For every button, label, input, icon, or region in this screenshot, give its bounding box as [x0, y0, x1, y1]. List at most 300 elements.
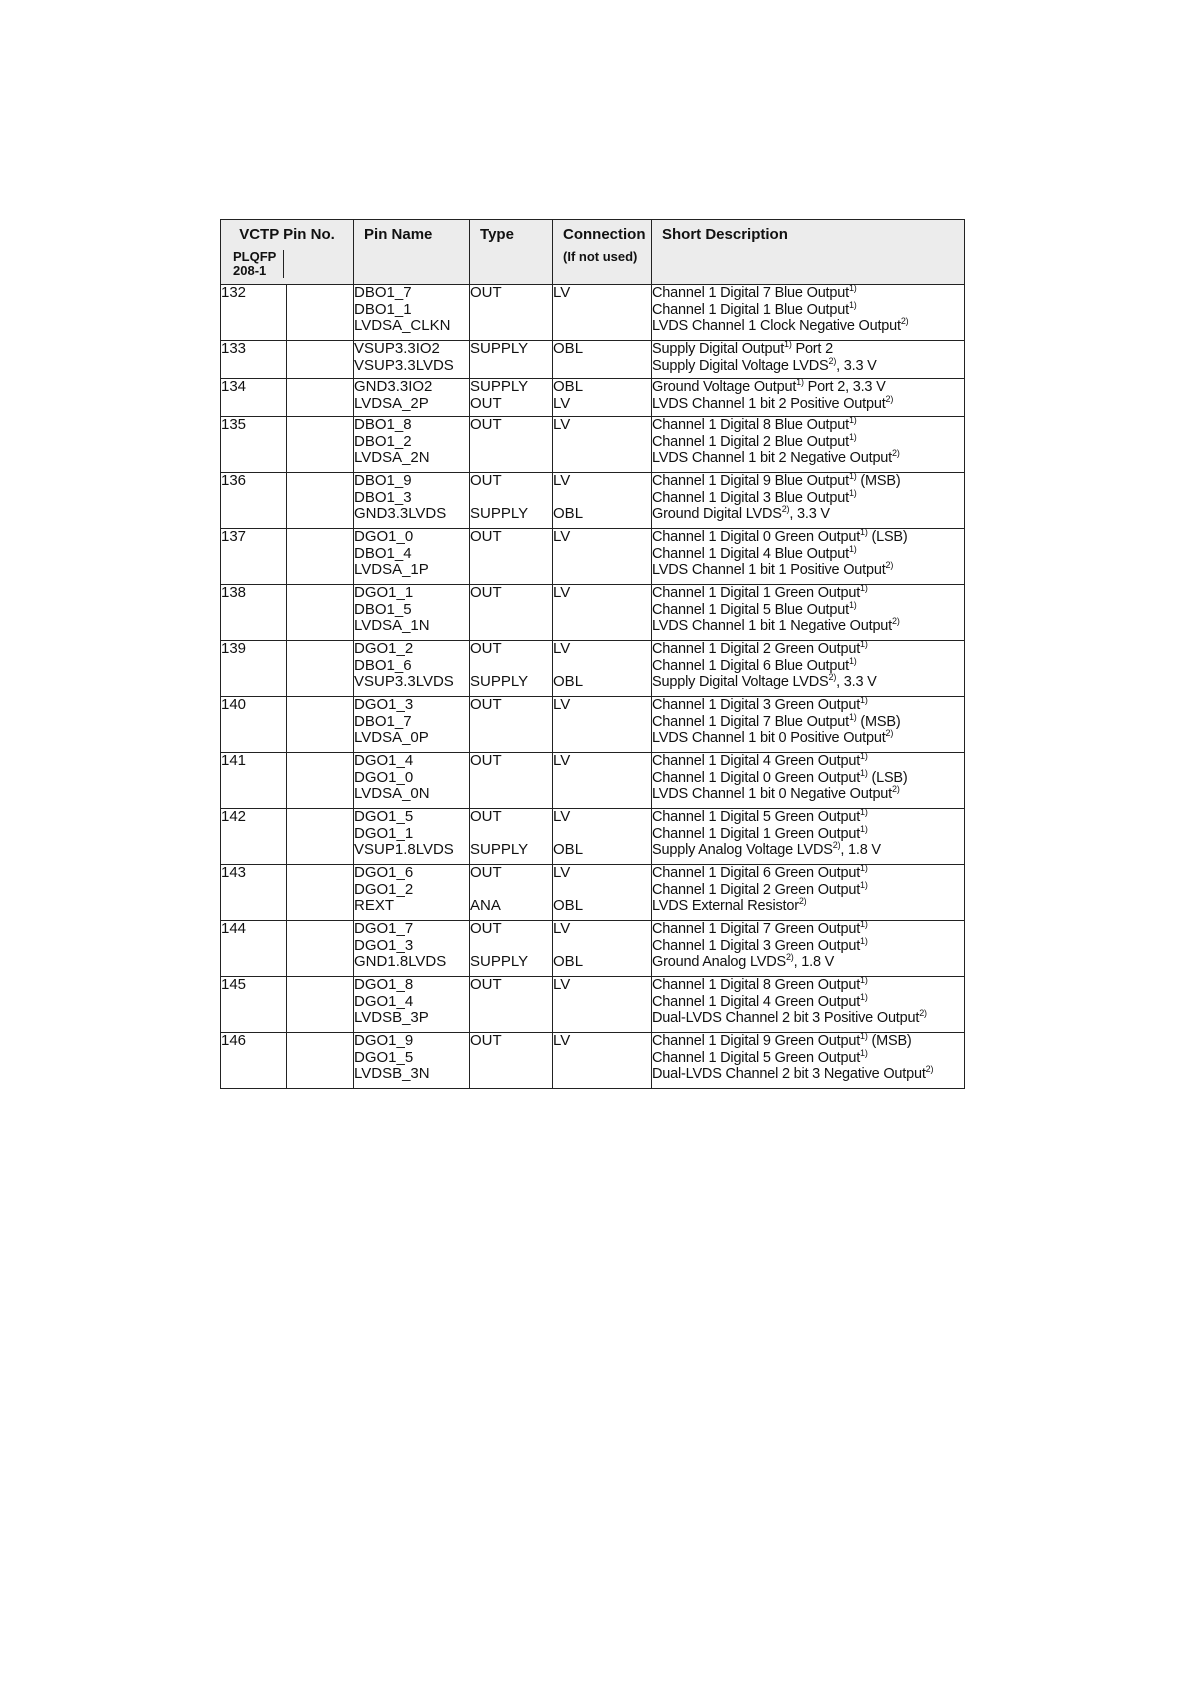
pin-type: SUPPLY	[470, 340, 529, 357]
pin-name-cell	[354, 697, 470, 753]
description-text: Channel 1 Digital 0 Green Output	[652, 769, 861, 786]
header-type-label: Type	[480, 226, 514, 243]
footnote-ref: 1)	[860, 919, 868, 929]
package-pin-cell	[287, 585, 354, 641]
table-row	[221, 585, 965, 641]
pin-type	[470, 938, 552, 955]
pin-type	[470, 302, 552, 319]
pin-type	[470, 770, 552, 787]
pin-number: 136	[221, 472, 247, 489]
pin-name-cell	[354, 977, 470, 1033]
footnote-ref: 1)	[860, 527, 868, 537]
description-text: Channel 1 Digital 3 Green Output	[652, 937, 861, 954]
connection: LV	[553, 528, 571, 545]
pin-name: DGO1_3	[354, 936, 414, 954]
footnote-ref: 1)	[848, 415, 857, 425]
package-pin-cell	[287, 697, 354, 753]
connection	[553, 1050, 651, 1067]
description-text: Channel 1 Digital 1 Green Output	[652, 585, 861, 601]
description-line	[652, 341, 964, 358]
footnote-ref: 1)	[860, 863, 868, 873]
header-vctp-pin-no	[221, 220, 354, 285]
pin-type	[470, 826, 552, 843]
pin-name: DGO1_3	[354, 696, 414, 713]
description-line	[652, 865, 964, 882]
header-type	[470, 220, 553, 285]
description-text: Channel 1 Digital 9 Green Output	[652, 1033, 861, 1049]
pin-type: OUT	[470, 584, 502, 601]
package-pin-cell	[287, 977, 354, 1033]
header-pin-name	[354, 220, 470, 285]
description-line	[652, 842, 964, 859]
footnote-ref: 1)	[848, 599, 857, 610]
package-pin-cell	[287, 379, 354, 417]
description-suffix: (LSB)	[867, 769, 908, 786]
pin-type: OUT	[470, 640, 502, 657]
connection-cell	[553, 379, 652, 417]
header-pin-name-label: Pin Name	[364, 226, 433, 243]
description-line	[652, 1010, 964, 1027]
pin-type	[470, 318, 552, 335]
description-text: Channel 1 Digital 9 Blue Output	[652, 473, 849, 489]
description-line	[652, 529, 964, 546]
pin-type	[470, 882, 552, 899]
pin-number: 140	[221, 696, 247, 713]
description-line	[652, 879, 964, 899]
description-text: LVDS External Resistor	[652, 898, 799, 914]
description-text: Channel 1 Digital 3 Green Output	[652, 697, 861, 713]
package-pin-cell	[287, 1033, 354, 1089]
pin-type	[470, 1010, 552, 1027]
pin-name: VSUP3.3IO2	[354, 340, 440, 357]
description-text: Channel 1 Digital 4 Green Output	[652, 993, 861, 1010]
connection: LV	[553, 584, 571, 601]
pin-name-cell	[354, 341, 470, 379]
pin-number-cell	[221, 921, 287, 977]
package-pin-cell	[287, 285, 354, 341]
connection: LV	[553, 394, 571, 412]
pin-name: DBO1_1	[354, 300, 412, 318]
footnote-ref: 1)	[860, 879, 868, 890]
description-line	[652, 379, 964, 396]
footnote-ref: 1)	[860, 583, 868, 593]
description-text: Supply Analog Voltage LVDS	[652, 842, 833, 858]
pin-type	[470, 658, 552, 675]
pin-name-cell	[354, 379, 470, 417]
pin-type-cell	[470, 753, 553, 809]
description-text: Channel 1 Digital 8 Blue Output	[652, 417, 849, 433]
pin-name: DBO1_2	[354, 432, 412, 450]
pin-type: OUT	[470, 976, 502, 993]
pin-number-cell	[221, 417, 287, 473]
description-text: Channel 1 Digital 1 Blue Output	[652, 301, 849, 318]
pin-number-cell	[221, 285, 287, 341]
pin-type-cell	[470, 285, 553, 341]
description-line	[652, 599, 964, 619]
description-line	[652, 809, 964, 826]
footnote-ref: 1)	[848, 655, 857, 666]
header-connection-label: Connection	[563, 226, 646, 243]
connection-cell	[553, 285, 652, 341]
description-line	[652, 299, 964, 319]
connection-cell	[553, 809, 652, 865]
footnote-ref: 1)	[860, 639, 868, 649]
pin-name: DGO1_2	[354, 880, 414, 898]
description-text: LVDS Channel 1 bit 2 Positive Output	[652, 395, 886, 412]
description-text: Channel 1 Digital 2 Green Output	[652, 881, 861, 898]
description-line	[652, 898, 964, 915]
pin-name-cell	[354, 1033, 470, 1089]
description-line	[652, 954, 964, 971]
connection	[553, 618, 651, 635]
short-description-cell	[652, 697, 965, 753]
pin-name-cell	[354, 753, 470, 809]
connection: LV	[553, 284, 571, 301]
description-text: Channel 1 Digital 1 Green Output	[652, 825, 861, 842]
pin-name-cell	[354, 285, 470, 341]
connection	[553, 434, 651, 451]
table-row	[221, 285, 965, 341]
connection: OBL	[553, 897, 584, 914]
short-description-cell	[652, 977, 965, 1033]
description-line	[652, 473, 964, 490]
description-line	[652, 823, 964, 843]
pin-number-cell	[221, 379, 287, 417]
pin-type-cell	[470, 641, 553, 697]
pin-name: LVDSA_0N	[354, 785, 430, 802]
footnote-ref: 1)	[848, 471, 857, 481]
footnote-ref: 2)	[828, 672, 837, 682]
description-line	[652, 393, 964, 413]
table-row	[221, 921, 965, 977]
description-text: Ground Digital LVDS	[652, 506, 782, 522]
connection	[553, 450, 651, 467]
pin-name-cell	[354, 865, 470, 921]
description-line	[652, 730, 964, 747]
pin-type: OUT	[470, 808, 502, 825]
short-description-cell	[652, 529, 965, 585]
description-text: Channel 1 Digital 3 Blue Output	[652, 489, 849, 506]
pin-name: DGO1_6	[354, 864, 414, 881]
connection	[553, 562, 651, 579]
footnote-ref: 1)	[784, 339, 792, 349]
footnote-ref: 1)	[860, 935, 868, 946]
short-description-cell	[652, 341, 965, 379]
pin-type	[470, 786, 552, 803]
header-short-description-label: Short Description	[662, 226, 788, 243]
pin-name: VSUP3.3LVDS	[354, 356, 454, 374]
pin-number-cell	[221, 473, 287, 529]
pin-type-cell	[470, 809, 553, 865]
connection: OBL	[553, 953, 584, 970]
description-line	[652, 1033, 964, 1050]
pin-name: DGO1_5	[354, 1048, 414, 1066]
footnote-ref: 2)	[919, 1008, 927, 1018]
pin-description-table	[220, 219, 965, 1089]
pin-name: GND1.8LVDS	[354, 953, 447, 970]
connection: LV	[553, 640, 571, 657]
table-body	[221, 285, 965, 1089]
pin-name-cell	[354, 809, 470, 865]
description-text: LVDS Channel 1 bit 1 Negative Output	[652, 618, 893, 634]
description-line	[652, 697, 964, 714]
pin-number: 133	[221, 340, 247, 357]
pin-name: LVDSA_CLKN	[354, 317, 451, 334]
description-text: Channel 1 Digital 8 Green Output	[652, 977, 861, 993]
footnote-ref: 1)	[860, 1031, 868, 1041]
pin-number: 143	[221, 864, 247, 881]
pin-name: DGO1_4	[354, 992, 414, 1010]
pin-name: DGO1_0	[354, 768, 414, 786]
pin-number: 135	[221, 416, 247, 433]
description-line	[652, 618, 964, 635]
pin-name-cell	[354, 529, 470, 585]
pin-number-cell	[221, 753, 287, 809]
description-line	[652, 506, 964, 523]
description-text: Channel 1 Digital 4 Green Output	[652, 753, 861, 769]
table-row	[221, 417, 965, 473]
footnote-ref: 1)	[796, 377, 804, 387]
table-row	[221, 865, 965, 921]
description-text: Channel 1 Digital 0 Green Output	[652, 529, 861, 545]
connection	[553, 730, 651, 747]
description-text: LVDS Channel 1 bit 1 Positive Output	[652, 562, 886, 578]
pin-number: 134	[221, 378, 247, 395]
connection	[553, 786, 651, 803]
connection	[553, 826, 651, 843]
pin-number-cell	[221, 697, 287, 753]
pin-type-cell	[470, 977, 553, 1033]
header-connection-note: (If not used)	[563, 248, 638, 264]
header-short-description	[652, 220, 965, 285]
footnote-ref: 1)	[860, 823, 868, 834]
pin-type-cell	[470, 921, 553, 977]
description-line	[652, 991, 964, 1011]
short-description-cell	[652, 417, 965, 473]
footnote-ref: 1)	[848, 431, 857, 442]
connection: OBL	[553, 673, 584, 690]
description-line	[652, 450, 964, 467]
table-row	[221, 473, 965, 529]
pin-name: DGO1_2	[354, 640, 414, 657]
description-text: Channel 1 Digital 6 Blue Output	[652, 657, 849, 674]
short-description-cell	[652, 865, 965, 921]
pin-name: DGO1_0	[354, 528, 414, 545]
footnote-ref: 2)	[892, 784, 900, 794]
pin-number-cell	[221, 641, 287, 697]
short-description-cell	[652, 809, 965, 865]
connection: LV	[553, 920, 571, 937]
description-suffix: (MSB)	[867, 1033, 912, 1049]
pin-number-cell	[221, 809, 287, 865]
pin-type: SUPPLY	[470, 953, 529, 970]
table-row	[221, 529, 965, 585]
pin-number: 146	[221, 1032, 247, 1049]
pin-type-cell	[470, 865, 553, 921]
pin-number-cell	[221, 1033, 287, 1089]
pin-name-cell	[354, 473, 470, 529]
pin-type	[470, 490, 552, 507]
pin-type	[470, 562, 552, 579]
pin-type	[470, 618, 552, 635]
pin-number: 139	[221, 640, 247, 657]
connection-cell	[553, 585, 652, 641]
pin-type: OUT	[470, 696, 502, 713]
pin-type: OUT	[470, 1032, 502, 1049]
description-suffix: (LSB)	[867, 529, 908, 545]
connection: OBL	[553, 340, 584, 357]
description-text: Channel 1 Digital 5 Green Output	[652, 1049, 861, 1066]
pin-type: SUPPLY	[470, 378, 529, 395]
short-description-cell	[652, 379, 965, 417]
description-text: LVDS Channel 1 bit 0 Negative Output	[652, 786, 893, 802]
pin-type: OUT	[470, 864, 502, 881]
description-text: Channel 1 Digital 7 Green Output	[652, 921, 861, 937]
pin-type: OUT	[470, 394, 502, 412]
package-pin-cell	[287, 341, 354, 379]
pin-name: DGO1_1	[354, 824, 414, 842]
pin-type-cell	[470, 697, 553, 753]
description-line	[652, 1047, 964, 1067]
connection: LV	[553, 472, 571, 489]
connection	[553, 994, 651, 1011]
pin-name: DGO1_9	[354, 1032, 414, 1049]
description-line	[652, 318, 964, 335]
description-text: Supply Digital Output	[652, 341, 785, 357]
description-line	[652, 355, 964, 375]
pin-type-cell	[470, 1033, 553, 1089]
pin-type-cell	[470, 379, 553, 417]
description-line	[652, 543, 964, 563]
package-pin-cell	[287, 921, 354, 977]
pin-type: SUPPLY	[470, 505, 529, 522]
description-line	[652, 674, 964, 691]
footnote-ref: 1)	[860, 975, 868, 985]
connection: LV	[553, 808, 571, 825]
pin-name: GND3.3LVDS	[354, 505, 447, 522]
description-line	[652, 753, 964, 770]
table-row	[221, 809, 965, 865]
footnote-ref: 2)	[925, 1064, 934, 1074]
description-line	[652, 935, 964, 955]
pin-name: LVDSA_0P	[354, 729, 429, 746]
description-suffix: Port 2, 3.3 V	[803, 379, 886, 395]
description-text: LVDS Channel 1 bit 0 Positive Output	[652, 730, 886, 746]
description-suffix: (MSB)	[856, 713, 901, 730]
table-row	[221, 753, 965, 809]
description-line	[652, 767, 964, 787]
connection-cell	[553, 977, 652, 1033]
pin-number-cell	[221, 585, 287, 641]
table-row	[221, 697, 965, 753]
footnote-ref: 1)	[848, 299, 857, 310]
footnote-ref: 1)	[860, 807, 868, 817]
connection	[553, 358, 651, 375]
connection-cell	[553, 529, 652, 585]
description-line	[652, 431, 964, 451]
pin-type	[470, 358, 552, 375]
pin-type	[470, 714, 552, 731]
footnote-ref: 1)	[860, 1047, 868, 1058]
pin-name: DBO1_6	[354, 656, 412, 674]
pin-number-cell	[221, 529, 287, 585]
connection-cell	[553, 865, 652, 921]
pin-number-cell	[221, 865, 287, 921]
connection	[553, 658, 651, 675]
pin-number: 137	[221, 528, 247, 545]
pin-type: SUPPLY	[470, 673, 529, 690]
pin-name-cell	[354, 641, 470, 697]
table-row	[221, 977, 965, 1033]
pin-name: DBO1_3	[354, 488, 412, 506]
package-pin-cell	[287, 641, 354, 697]
connection	[553, 938, 651, 955]
short-description-cell	[652, 641, 965, 697]
connection: LV	[553, 696, 571, 713]
connection-cell	[553, 417, 652, 473]
description-suffix: , 3.3 V	[789, 506, 830, 522]
pin-type: OUT	[470, 472, 502, 489]
footnote-ref: 1)	[860, 767, 868, 778]
pin-name: LVDSB_3N	[354, 1065, 430, 1082]
description-line	[652, 585, 964, 602]
description-line	[652, 285, 964, 302]
pin-name: LVDSA_1P	[354, 561, 429, 578]
connection-cell	[553, 1033, 652, 1089]
pin-name: VSUP3.3LVDS	[354, 673, 454, 690]
pin-name: REXT	[354, 897, 395, 914]
connection-cell	[553, 697, 652, 753]
footnote-ref: 2)	[832, 840, 841, 850]
header-package: PLQFP 208-1	[233, 250, 284, 278]
pin-type	[470, 1066, 552, 1083]
connection	[553, 770, 651, 787]
pin-number: 144	[221, 920, 247, 937]
description-line	[652, 921, 964, 938]
pin-type-cell	[470, 341, 553, 379]
table-row	[221, 341, 965, 379]
description-line	[652, 1066, 964, 1083]
short-description-cell	[652, 285, 965, 341]
pin-name: LVDSB_3P	[354, 1009, 429, 1026]
description-line	[652, 977, 964, 994]
connection-cell	[553, 641, 652, 697]
footnote-ref: 2)	[885, 393, 894, 404]
connection-cell	[553, 473, 652, 529]
description-text: Channel 1 Digital 7 Blue Output	[652, 713, 849, 730]
pin-name-cell	[354, 585, 470, 641]
footnote-ref: 2)	[892, 616, 900, 626]
description-suffix: , 3.3 V	[836, 357, 877, 374]
description-text: Dual-LVDS Channel 2 bit 3 Positive Output	[652, 1010, 920, 1026]
pin-type	[470, 434, 552, 451]
connection: LV	[553, 864, 571, 881]
description-suffix: , 1.8 V	[793, 954, 835, 970]
pin-name: DBO1_5	[354, 600, 412, 618]
description-line	[652, 487, 964, 507]
pin-type-cell	[470, 417, 553, 473]
pin-name-cell	[354, 417, 470, 473]
pin-type	[470, 546, 552, 563]
description-line	[652, 786, 964, 803]
description-text: Ground Analog LVDS	[652, 954, 786, 970]
pin-type: OUT	[470, 528, 502, 545]
footnote-ref: 1)	[848, 487, 857, 498]
description-text: Ground Voltage Output	[652, 379, 797, 395]
pin-name: DGO1_7	[354, 920, 414, 937]
short-description-cell	[652, 585, 965, 641]
short-description-cell	[652, 753, 965, 809]
